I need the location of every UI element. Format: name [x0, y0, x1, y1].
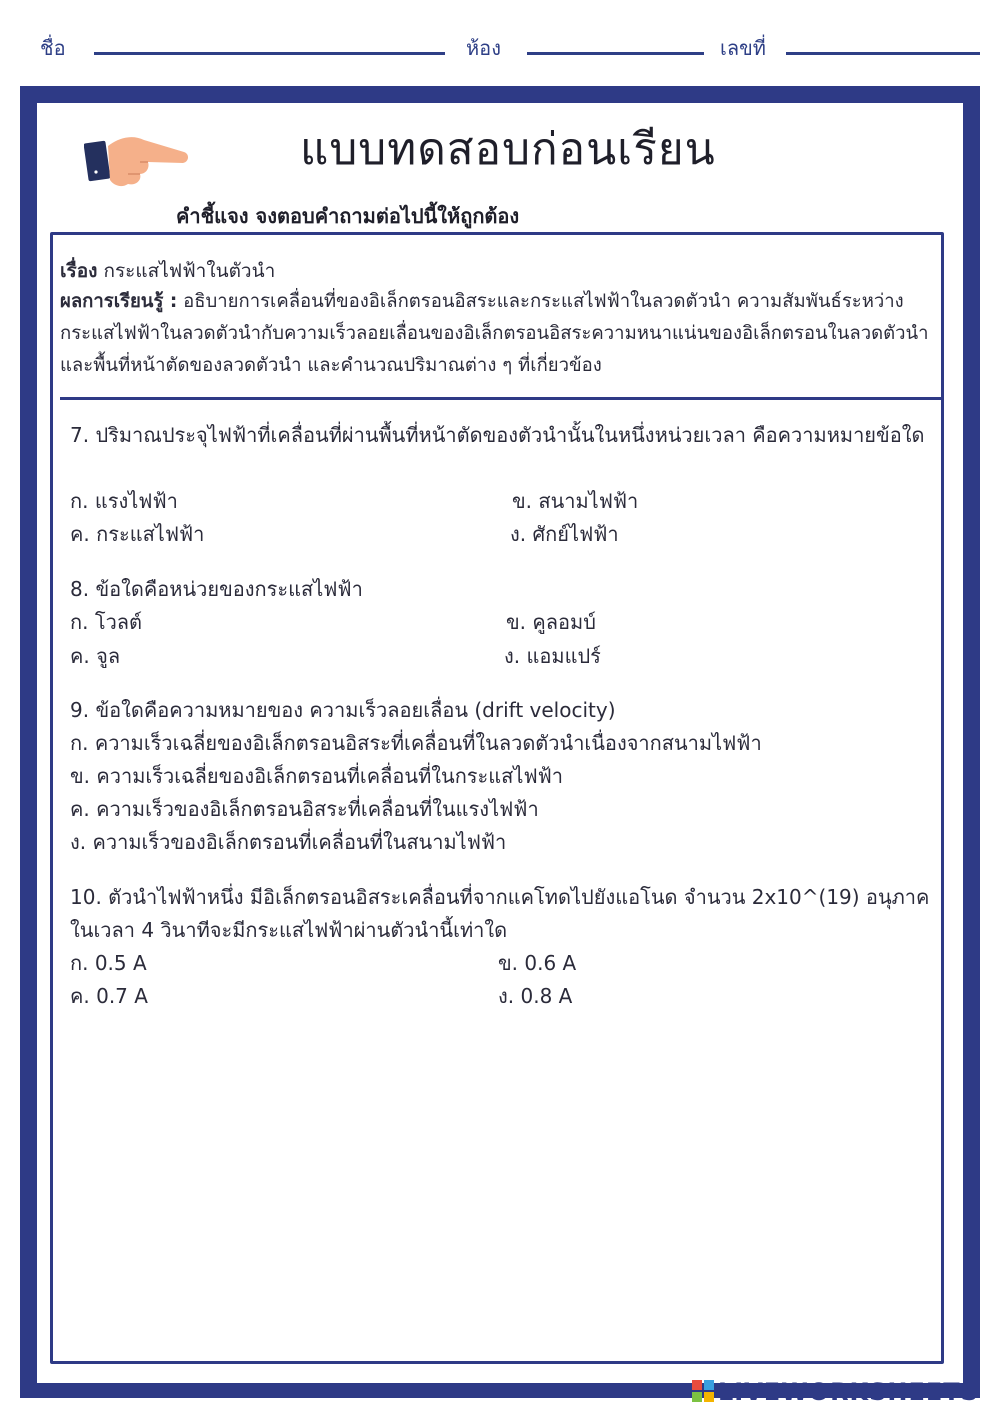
section-divider [60, 397, 941, 400]
number-field-line[interactable] [786, 52, 980, 55]
page-title: แบบทดสอบก่อนเรียน [300, 124, 716, 175]
q8-option-d[interactable]: ง. แอมแปร์ [504, 644, 601, 668]
liveworksheets-logo-icon [692, 1380, 714, 1402]
q9-option-b[interactable]: ข. ความเร็วเฉลี่ยของอิเล็กตรอนที่เคลื่อนที่ในกระแสไฟฟ้า [70, 764, 563, 788]
topic-line [60, 256, 275, 286]
question-7: 7. ปริมาณประจุไฟฟ้าที่เคลื่อนที่ผ่านพื้นที่หน้าตัดของตัวนำนั้นในหนึ่งหน่วยเวลา คือความหมายข้อใด [70, 423, 925, 447]
q10-option-d[interactable]: ง. 0.8 A [498, 984, 573, 1008]
name-label: ชื่อ [40, 36, 66, 60]
q9-option-d[interactable]: ง. ความเร็วของอิเล็กตรอนที่เคลื่อนที่ในสนามไฟฟ้า [70, 830, 507, 854]
watermark: LIVEWORKSHEETS [718, 1378, 979, 1406]
question-9: 9. ข้อใดคือความหมายของ ความเร็วลอยเลื่อน (drift velocity) [70, 698, 616, 722]
q7-option-b[interactable]: ข. สนามไฟฟ้า [512, 489, 639, 513]
objective-label: ผลการเรียนรู้ : [60, 291, 178, 312]
question-10: 10. ตัวนำไฟฟ้าหนึ่ง มีอิเล็กตรอนอิสระเคลื่อนที่จากแคโทดไปยังแอโนด จำนวน 2x10^(19) อนุภาคในเวลา 4 วินาทีจะมีกระแสไฟฟ้าผ่านตัวนำนี้เท่าใด [70, 885, 930, 942]
topic-value: กระแสไฟฟ้าในตัวนำ [103, 260, 276, 282]
q7-option-d[interactable]: ง. ศักย์ไฟฟ้า [510, 522, 619, 546]
room-field-line[interactable] [527, 52, 704, 55]
q7-option-a[interactable]: ก. แรงไฟฟ้า [70, 489, 178, 513]
question-8: 8. ข้อใดคือหน่วยของกระแสไฟฟ้า [70, 577, 363, 601]
number-label: เลขที่ [720, 36, 766, 60]
q9-option-a[interactable]: ก. ความเร็วเฉลี่ยของอิเล็กตรอนอิสระที่เคลื่อนที่ในลวดตัวนำเนื่องจากสนามไฟฟ้า [70, 731, 762, 755]
q8-option-c[interactable]: ค. จูล [70, 644, 121, 668]
name-field-line[interactable] [94, 52, 445, 55]
q8-option-b[interactable]: ข. คูลอมบ์ [506, 610, 596, 634]
learning-objective [60, 286, 945, 382]
instruction-text: คำชี้แจง จงตอบคำถามต่อไปนี้ให้ถูกต้อง [176, 204, 520, 228]
q10-option-a[interactable]: ก. 0.5 A [70, 951, 147, 975]
pointing-hand-icon [84, 128, 190, 192]
q10-option-c[interactable]: ค. 0.7 A [70, 984, 148, 1008]
q7-option-c[interactable]: ค. กระแสไฟฟ้า [70, 522, 205, 546]
room-label: ห้อง [466, 36, 501, 60]
q9-option-c[interactable]: ค. ความเร็วของอิเล็กตรอนอิสระที่เคลื่อนที่ในแรงไฟฟ้า [70, 797, 539, 821]
topic-label: เรื่อง [60, 260, 98, 282]
objective-text: อธิบายการเคลื่อนที่ของอิเล็กตรอนอิสระและกระแสไฟฟ้าในลวดตัวนำ ความสัมพันธ์ระหว่างกระแสไฟฟ้าในลวดตัวนำกับความเร็วลอยเลื่อนของอิเล็กตรอนอิสระความหนาแน่นของอิเล็กตรอนในลวดตัวนำและพื้นที่หน้าตัดของลวดตัวนำ และคำนวณปริมาณต่าง ๆ ที่เกี่ยวข้อง [60, 291, 929, 376]
q10-option-b[interactable]: ข. 0.6 A [498, 951, 577, 975]
q8-option-a[interactable]: ก. โวลต์ [70, 610, 143, 634]
